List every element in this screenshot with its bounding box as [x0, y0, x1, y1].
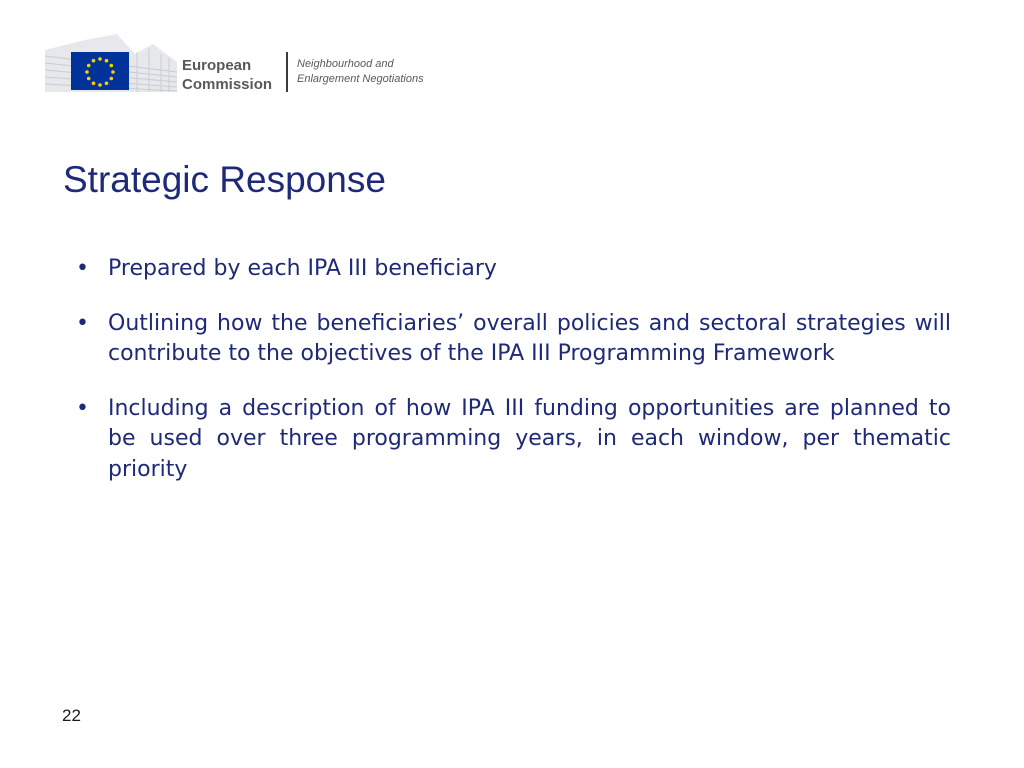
- department-line-2: Enlargement Negotiations: [297, 73, 424, 85]
- page-number: 22: [62, 706, 81, 725]
- organization-name: [182, 56, 272, 94]
- bullet-text: Including a description of how IPA III funding opportunities are planned to be used over three programming years, in each window, per thematic priority: [108, 395, 951, 482]
- bullet-text: Prepared by each IPA III beneficiary: [108, 256, 497, 281]
- bullet-item: [76, 254, 951, 285]
- european-commission-logo: [45, 26, 445, 96]
- bullet-item: [76, 394, 951, 486]
- bullet-item: [76, 309, 951, 370]
- slide-title: Strategic Response: [63, 159, 386, 200]
- organization-line-2: Commission: [182, 76, 273, 93]
- bullet-list: [76, 254, 951, 509]
- organization-line-1: European: [182, 57, 252, 74]
- bullet-icon: •: [76, 310, 89, 336]
- department-name: [297, 57, 424, 87]
- department-line-1: Neighbourhood and: [297, 58, 394, 70]
- logo-divider: [286, 52, 288, 92]
- bullet-text: Outlining how the beneficiaries’ overall policies and sectoral strategies will contribute to the objectives of the IPA III Programming Framework: [108, 310, 951, 366]
- bullet-icon: •: [76, 395, 89, 421]
- eu-flag-building-icon: [45, 26, 177, 92]
- bullet-icon: •: [76, 256, 89, 281]
